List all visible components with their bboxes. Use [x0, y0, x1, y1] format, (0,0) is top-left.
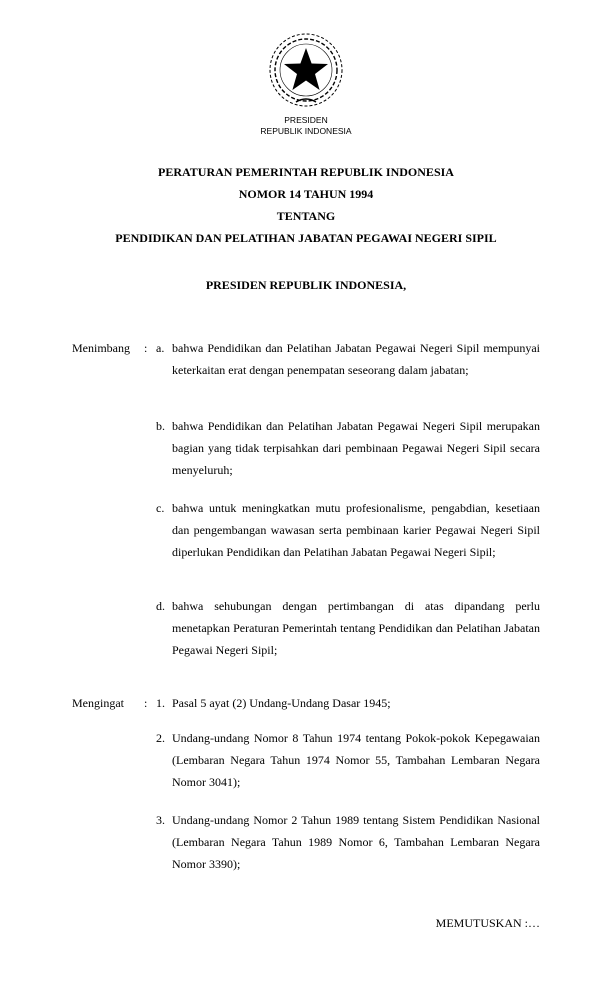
title-line-2: NOMOR 14 TAHUN 1994	[238, 187, 374, 201]
item-number: c.	[156, 501, 165, 515]
letterhead-line-2: REPUBLIK INDONESIA	[260, 126, 352, 136]
letterhead-line-1: PRESIDEN	[284, 115, 328, 125]
item-text: Undang-undang Nomor 8 Tahun 1974 tentang Pokok-pokok Kepegawaian (Lembaran Negara Tahun 1974 Nomor 55, Tambahan Lembaran Negara Nomor 3041);	[172, 731, 540, 789]
continuation-marker: MEMUTUSKAN :…	[435, 916, 540, 930]
item-text: bahwa Pendidikan dan Pelatihan Jabatan Pegawai Negeri Sipil merupakan bagian yang tidak terpisahkan dari pembinaan Pegawai Negeri Sipil secara menyeluruh;	[172, 419, 540, 477]
item-number: d.	[156, 599, 165, 613]
item-number: 3.	[156, 813, 165, 827]
title-line-1: PERATURAN PEMERINTAH REPUBLIK INDONESIA	[158, 165, 454, 179]
mengingat-label: Mengingat	[72, 696, 124, 710]
mengingat-item	[156, 692, 540, 714]
mengingat-colon: :	[144, 696, 148, 710]
presidential-emblem-icon	[266, 30, 346, 110]
menimbang-item	[156, 337, 540, 381]
title-line-3: TENTANG	[276, 209, 336, 223]
menimbang-item	[156, 497, 540, 563]
item-number: 1.	[156, 696, 165, 710]
mengingat-item	[156, 727, 540, 793]
item-number: b.	[156, 419, 165, 433]
menimbang-item	[156, 595, 540, 661]
item-text: Undang-undang Nomor 2 Tahun 1989 tentang Sistem Pendidikan Nasional (Lembaran Negara Tahun 1989 Nomor 6, Tambahan Lembaran Negara Nomor 3390);	[172, 813, 540, 871]
item-number: a.	[156, 341, 165, 355]
item-text: bahwa untuk meningkatkan mutu profesionalisme, pengabdian, kesetiaan dan pengembangan wawasan serta pembinaan karier Pegawai Negeri Sipil diperlukan Pendidikan dan Pelatihan Jabatan Pegawai Negeri Sipil;	[172, 501, 540, 559]
menimbang-colon: :	[144, 341, 148, 355]
item-text: Pasal 5 ayat (2) Undang-Undang Dasar 1945;	[172, 696, 391, 710]
menimbang-item	[156, 415, 540, 481]
item-number: 2.	[156, 731, 165, 745]
issuer: PRESIDEN REPUBLIK INDONESIA,	[205, 278, 407, 292]
item-text: bahwa Pendidikan dan Pelatihan Jabatan Pegawai Negeri Sipil mempunyai keterkaitan erat dengan penempatan seseorang dalam jabatan;	[172, 341, 540, 377]
title-line-4: PENDIDIKAN DAN PELATIHAN JABATAN PEGAWAI NEGERI SIPIL	[115, 231, 497, 245]
menimbang-label: Menimbang	[72, 341, 130, 355]
mengingat-item	[156, 809, 540, 875]
item-text: bahwa sehubungan dengan pertimbangan di atas dipandang perlu menetapkan Peraturan Pemerintah tentang Pendidikan dan Pelatihan Jabatan Pegawai Negeri Sipil;	[172, 599, 540, 657]
